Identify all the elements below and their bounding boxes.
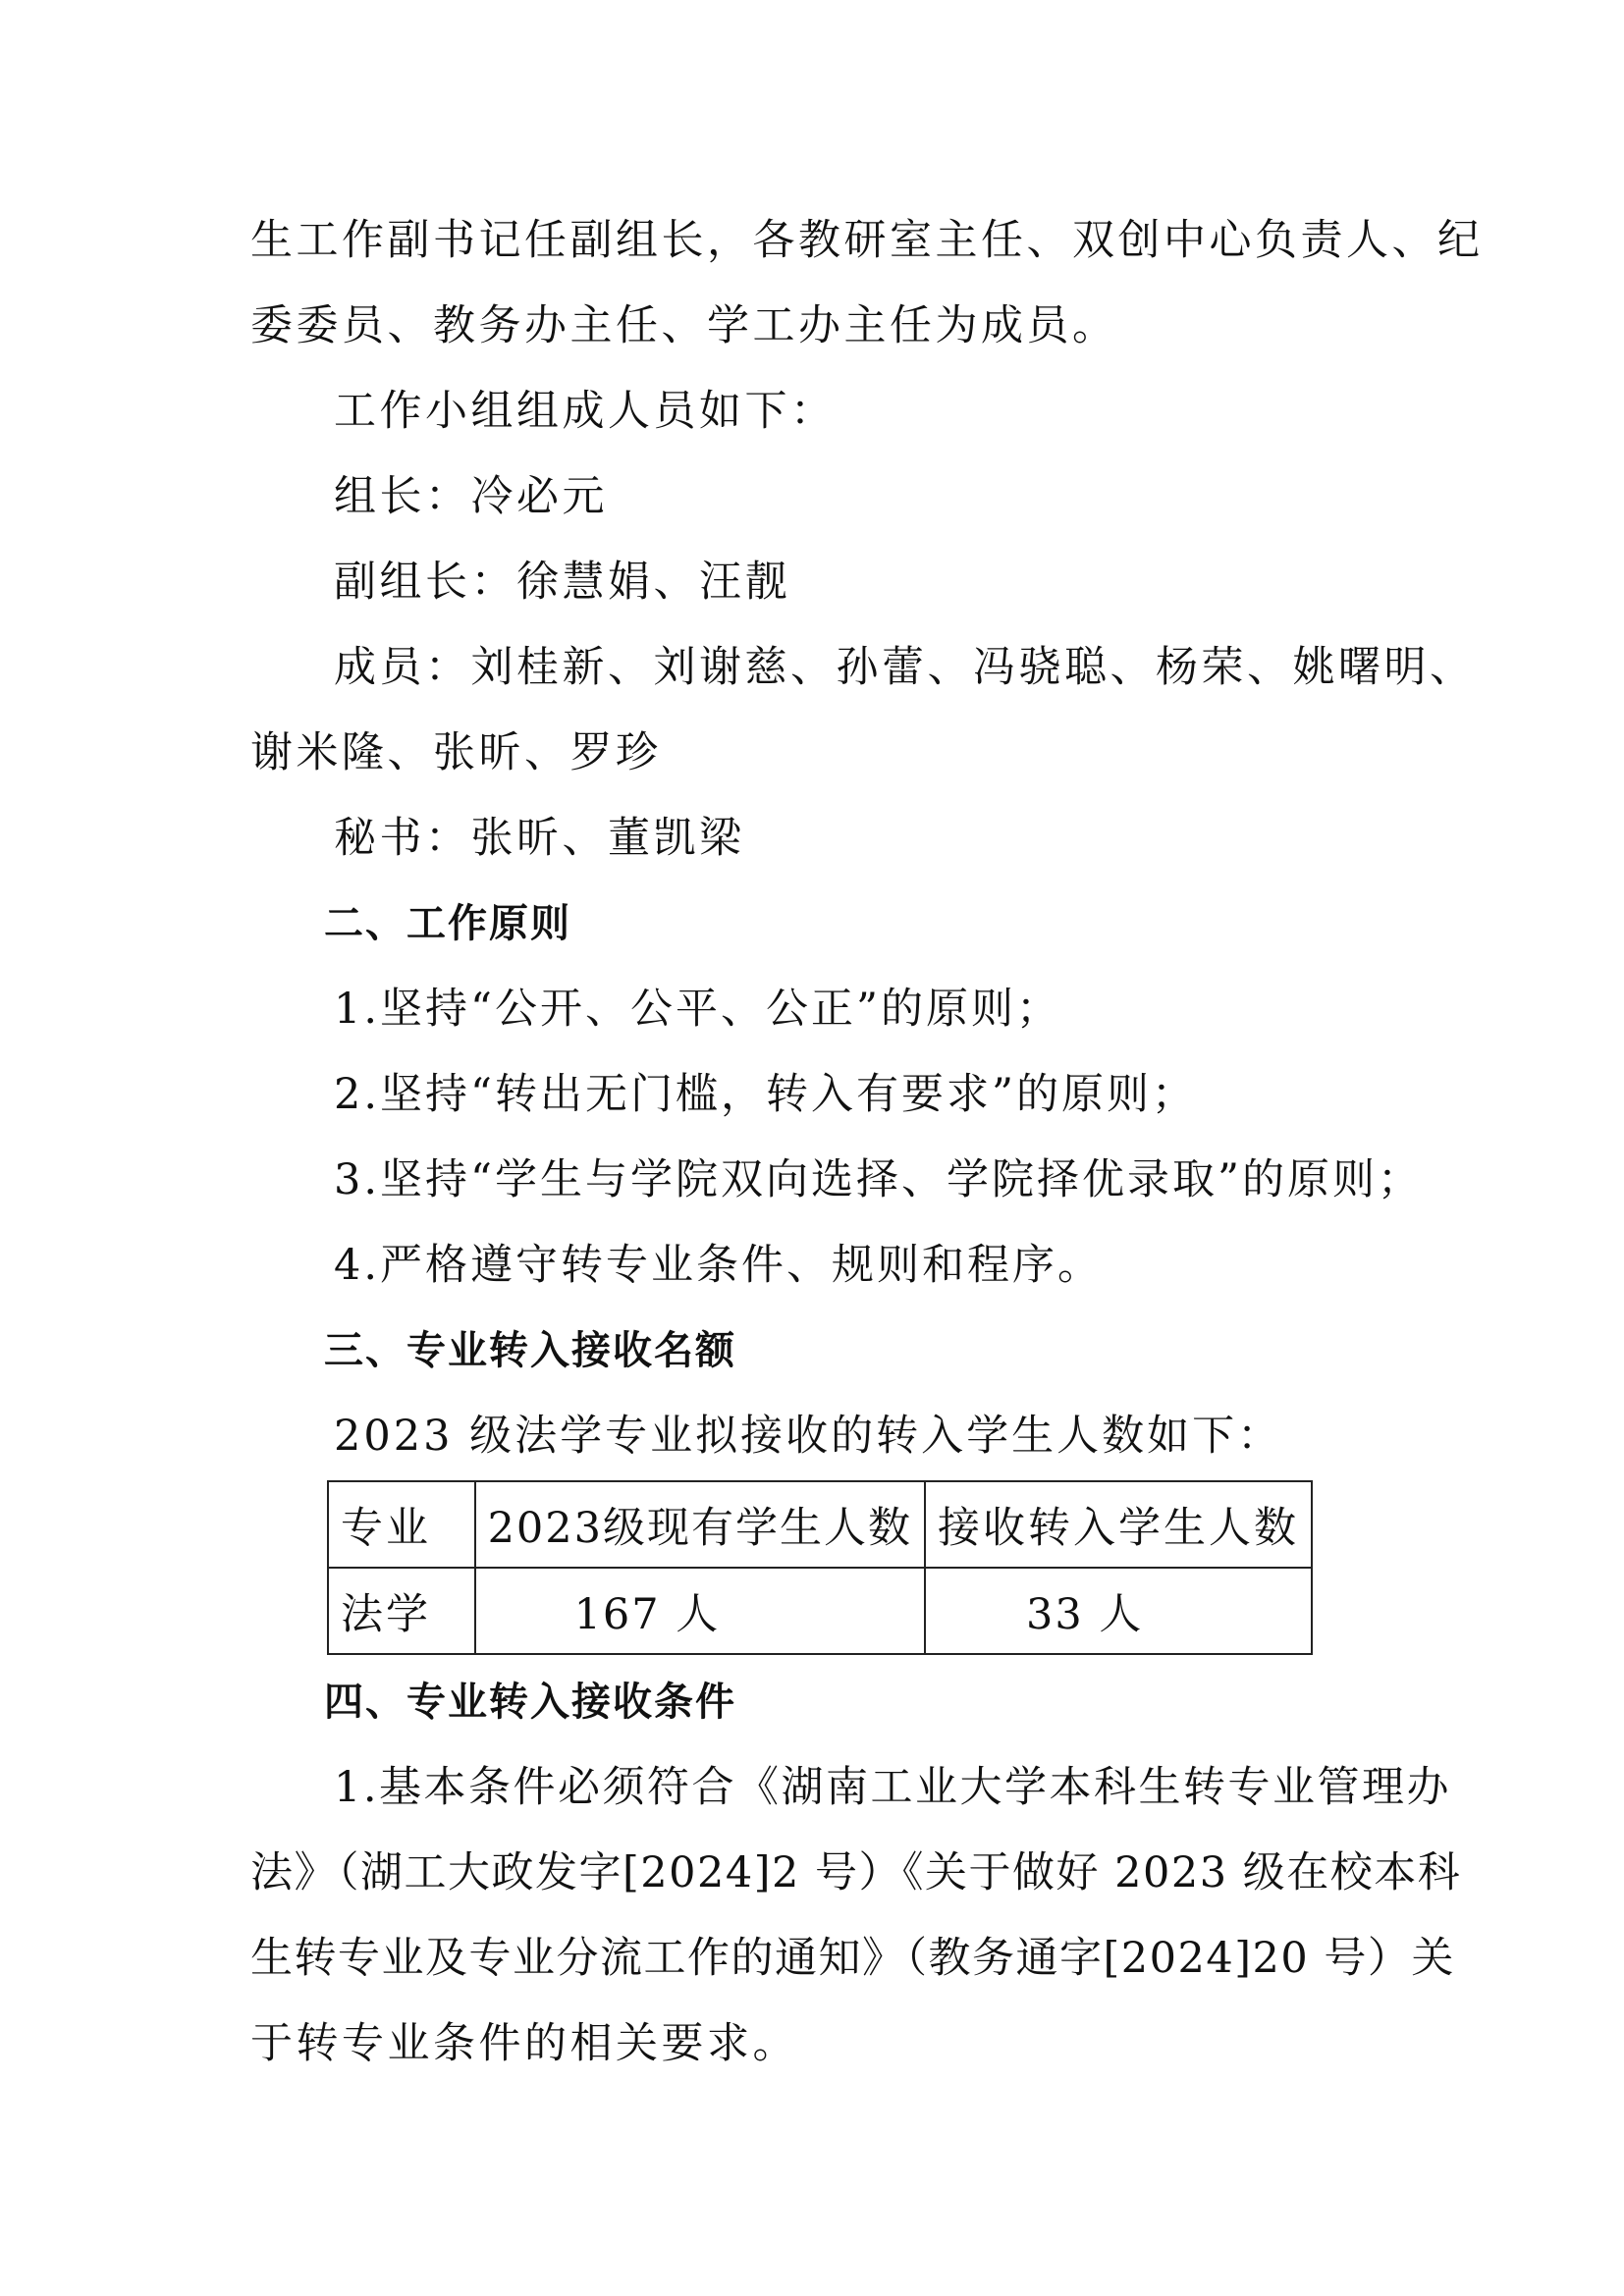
condition-line: 1.基本条件必须符合《湖南工业大学本科生转专业管理办 <box>334 1763 1452 1812</box>
section-heading: 三、专业转入接收名额 <box>324 1328 736 1373</box>
condition-line: 法》（湖工大政发字[2024]2 号）《关于做好 2023 级在校本科 <box>250 1848 1462 1897</box>
principle-item: 2.坚持“转出无门槛，转入有要求”的原则； <box>334 1070 1197 1119</box>
table-header-row <box>328 1481 1312 1568</box>
leader-line: 组长：冷必元 <box>334 472 608 521</box>
section-heading: 四、专业转入接收条件 <box>324 1680 736 1725</box>
principle-item: 3.坚持“学生与学院双向选择、学院择优录取”的原则； <box>334 1155 1423 1204</box>
table-header-cell: 2023级现有学生人数 <box>475 1481 925 1568</box>
table-cell <box>925 1568 1312 1654</box>
deputy-leader-line: 副组长：徐慧娟、汪靓 <box>334 558 790 607</box>
paragraph-line: 生工作副书记任副组长，各教研室主任、双创中心负责人、纪 <box>250 216 1484 265</box>
quota-table <box>327 1480 1313 1655</box>
condition-line: 于转专业条件的相关要求。 <box>250 2019 798 2068</box>
principle-item: 1.坚持“公开、公平、公正”的原则； <box>334 985 1061 1034</box>
condition-line: 生转专业及专业分流工作的通知》（教务通字[2024]20 号）关 <box>250 1934 1455 1983</box>
table-cell <box>475 1568 925 1654</box>
table-header-cell: 接收转入学生人数 <box>925 1481 1312 1568</box>
table-cell-value: 33 人 <box>1026 1589 1144 1639</box>
members-intro: 工作小组组成人员如下： <box>334 387 837 436</box>
table-row <box>328 1568 1312 1654</box>
members-line: 谢米隆、张昕、罗珍 <box>250 728 662 777</box>
section-heading: 二、工作原则 <box>324 901 571 946</box>
table-header-cell: 专业 <box>328 1481 475 1568</box>
quota-intro: 2023 级法学专业拟接收的转入学生人数如下： <box>334 1412 1283 1461</box>
principle-item: 4.严格遵守转专业条件、规则和程序。 <box>334 1241 1104 1290</box>
table-cell-value: 167 人 <box>573 1589 721 1639</box>
secretary-line: 秘书：张昕、董凯梁 <box>334 814 745 863</box>
paragraph-line: 委委员、教务办主任、学工办主任为成员。 <box>250 301 1118 350</box>
table-cell: 法学 <box>328 1568 475 1654</box>
members-line: 成员：刘桂新、刘谢慈、孙蕾、冯骁聪、杨荣、姚曙明、 <box>334 643 1476 692</box>
